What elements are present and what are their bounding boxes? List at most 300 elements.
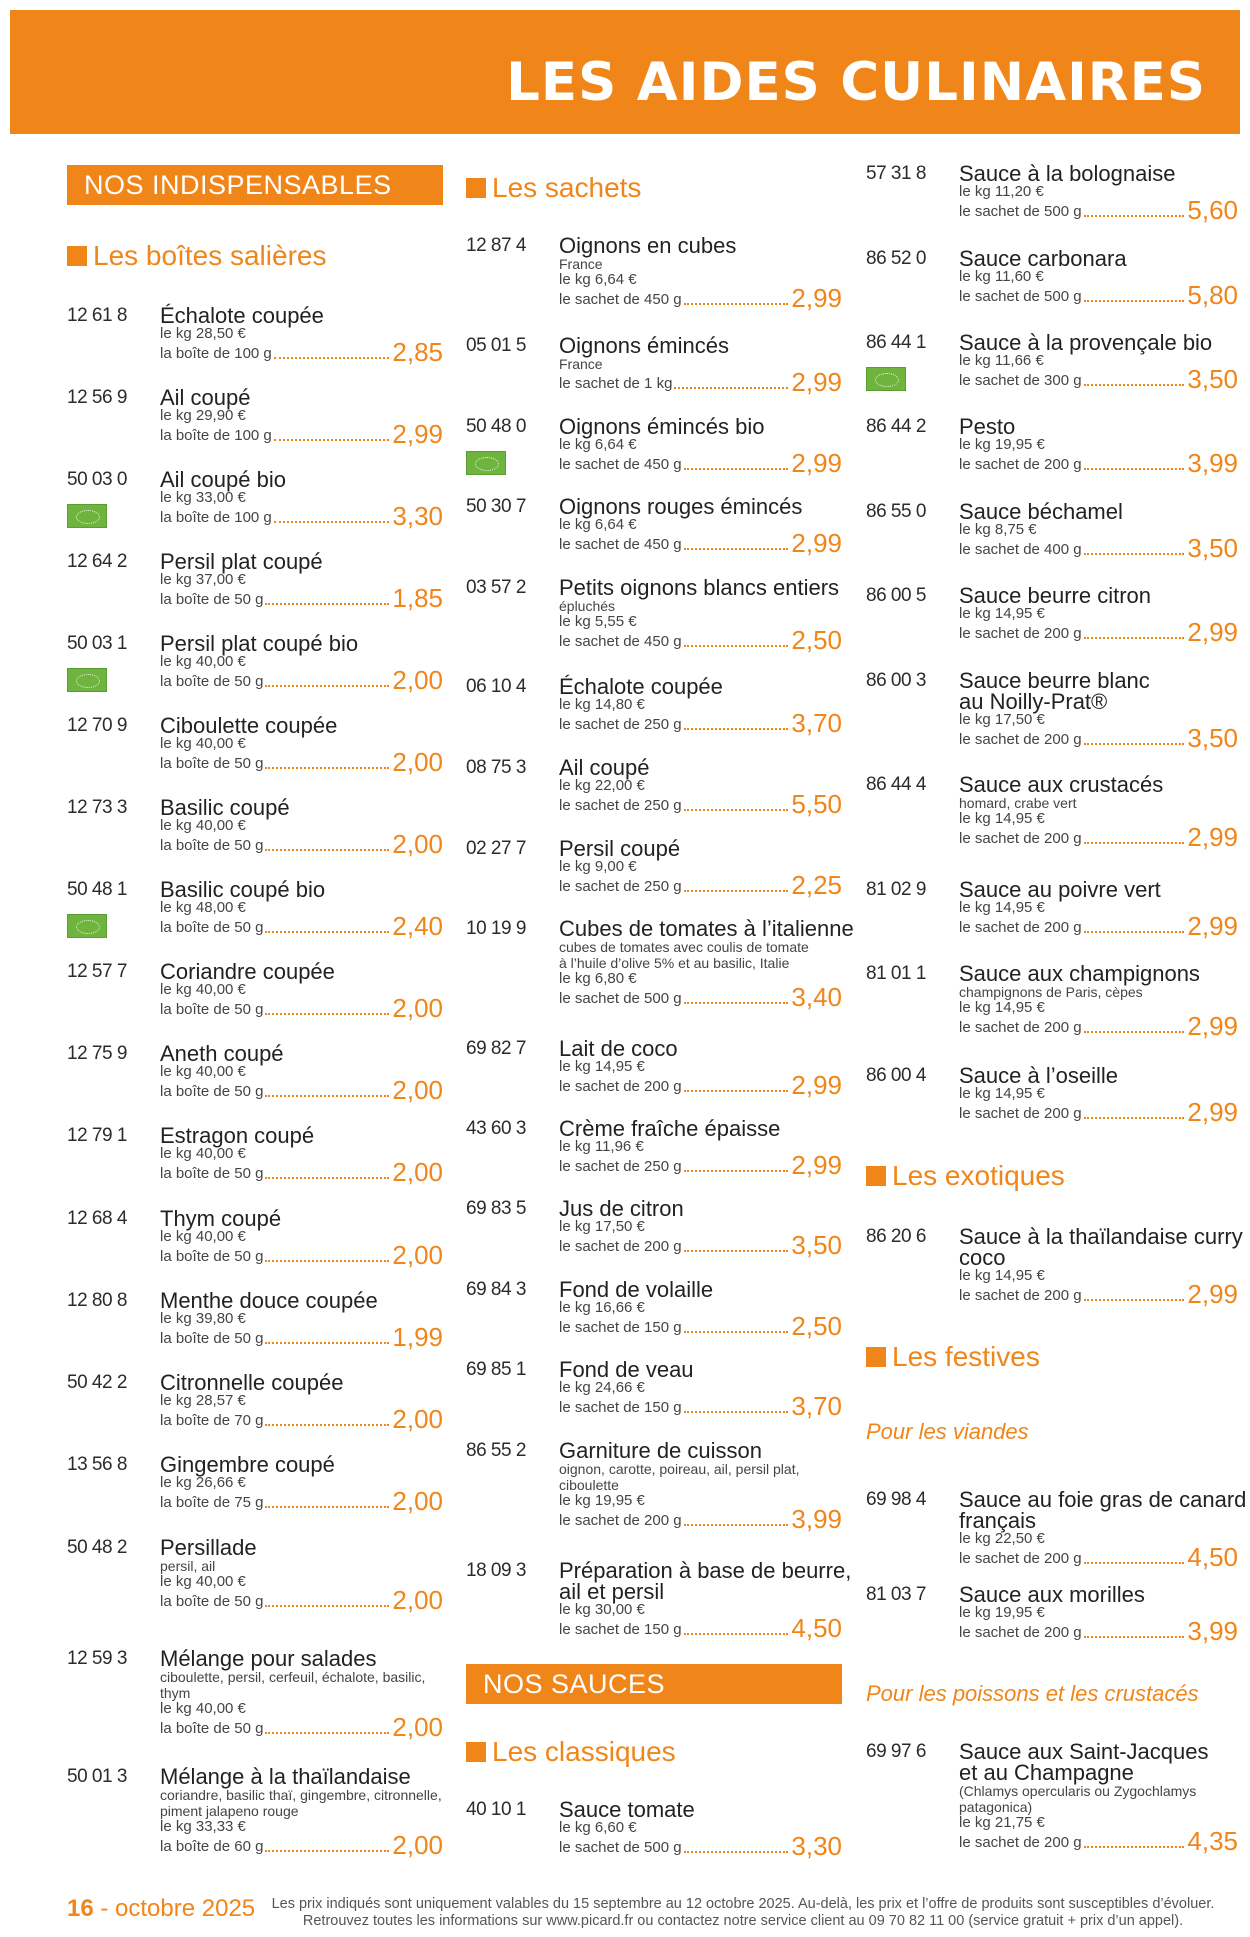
product-price: 3,99 <box>791 1504 842 1534</box>
product-price: 3,50 <box>1187 723 1238 753</box>
product-description: (Chlamys opercularis ou Zygochlamys <box>959 1783 1197 1799</box>
pack-price-line <box>160 583 443 613</box>
product-description: homard, crabe vert <box>959 795 1077 811</box>
product-price: 2,25 <box>791 870 842 900</box>
product-description: persil, ail <box>160 1558 216 1574</box>
product-details <box>160 1288 443 1352</box>
product-code: 12 79 1 <box>67 1125 127 1146</box>
leader-dots <box>684 890 789 892</box>
pack-price-line <box>559 1831 842 1861</box>
product-code: 06 10 4 <box>466 676 526 697</box>
pack-size: la boîte de 50 g <box>160 1083 264 1100</box>
product-details <box>559 1558 852 1643</box>
product-name: Sauce à la thaïlandaise curry <box>959 1224 1243 1249</box>
pack-size: le sachet de 200 g <box>959 1624 1082 1641</box>
product-code: 13 56 8 <box>67 1454 127 1475</box>
product-price: 2,99 <box>791 283 842 313</box>
product-name: Sauce à la bolognaise <box>959 161 1176 186</box>
page-footer-number: 16 - octobre 2025 <box>67 1895 256 1922</box>
product-details <box>959 246 1238 310</box>
product-description: ciboulette, persil, cerfeuil, échalote, basilic, <box>160 1669 426 1685</box>
product-details <box>959 1063 1238 1127</box>
product-code: 69 82 7 <box>466 1038 526 1059</box>
product-details <box>160 877 443 941</box>
price-per-kg: le kg 37,00 € <box>160 571 246 588</box>
square-bullet-icon <box>466 1742 486 1762</box>
product-code: 86 44 1 <box>866 332 926 353</box>
product-price: 2,00 <box>392 1585 443 1615</box>
product-code: 50 42 2 <box>67 1372 127 1393</box>
price-per-kg: le kg 19,95 € <box>959 436 1045 453</box>
product-price: 2,00 <box>392 665 443 695</box>
product-price: 5,80 <box>1187 280 1238 310</box>
pack-size: le sachet de 200 g <box>559 1238 682 1255</box>
product-price: 3,50 <box>1187 364 1238 394</box>
product-name: Persillade <box>160 1535 257 1560</box>
leader-dots <box>274 357 390 359</box>
product-description: à l’huile d’olive 5% et au basilic, Italie <box>559 955 790 971</box>
title-banner <box>10 10 1240 134</box>
price-per-kg: le kg 40,00 € <box>160 653 246 670</box>
leader-dots <box>265 1850 389 1852</box>
pack-price-line <box>160 1712 443 1742</box>
product-name: Échalote coupée <box>160 303 324 328</box>
price-per-kg: le kg 14,95 € <box>959 899 1045 916</box>
product-name: Oignons émincés <box>559 333 729 358</box>
leader-dots <box>274 521 390 523</box>
pack-price-line <box>160 419 443 449</box>
product-price: 2,99 <box>1187 911 1238 941</box>
product-price: 2,99 <box>1187 1279 1238 1309</box>
product-description: coriandre, basilic thaï, gingembre, citronnelle, <box>160 1787 442 1803</box>
product-price: 2,50 <box>791 625 842 655</box>
organic-leaf-icon <box>466 451 506 475</box>
product-name: Pesto <box>959 414 1016 439</box>
product-details <box>559 1196 842 1260</box>
product-details <box>959 499 1238 563</box>
product-price: 3,50 <box>791 1230 842 1260</box>
product-price: 3,70 <box>791 1391 842 1421</box>
pack-price-line <box>559 1391 842 1421</box>
price-per-kg: le kg 28,57 € <box>160 1392 246 1409</box>
leader-dots <box>684 1250 789 1252</box>
product-code: 50 48 2 <box>67 1537 127 1558</box>
product-code: 10 19 9 <box>466 918 526 939</box>
organic-leaf-icon <box>67 504 107 528</box>
leader-dots <box>684 1411 789 1413</box>
leader-dots <box>1084 1846 1185 1848</box>
leader-dots <box>1084 1562 1185 1564</box>
product-code: 86 52 0 <box>866 248 926 269</box>
pack-size: la boîte de 50 g <box>160 1248 264 1265</box>
leader-dots <box>1084 1031 1185 1033</box>
product-price: 2,00 <box>392 1404 443 1434</box>
product-description: épluchés <box>559 598 616 614</box>
product-code: 86 44 4 <box>866 774 926 795</box>
leader-dots <box>684 1851 789 1853</box>
pack-size: la boîte de 50 g <box>160 1330 264 1347</box>
product-details <box>959 1739 1238 1856</box>
leader-dots <box>265 767 389 769</box>
product-code: 12 56 9 <box>67 387 127 408</box>
product-name: Coriandre coupée <box>160 959 335 984</box>
square-bullet-icon <box>866 1166 886 1186</box>
pack-size: le sachet de 150 g <box>559 1319 682 1336</box>
product-details <box>959 1487 1247 1572</box>
pack-price-line <box>160 337 443 367</box>
product-code: 86 55 0 <box>866 501 926 522</box>
product-price: 2,99 <box>1187 617 1238 647</box>
pack-size: la boîte de 50 g <box>160 837 264 854</box>
price-validity-note: Les prix indiqués sont uniquement valables du 15 septembre au 12 octobre 2025. Au-delà, les prix et l’offre de produits sont susceptibles d’évoluer. Retrouvez toutes les informations sur www.picard.fr ou contactez notre service client au 09 70 82 11 00 (service gratuit + prix d’un appel). <box>271 1896 1215 1929</box>
price-per-kg: le kg 14,95 € <box>959 810 1045 827</box>
leader-dots <box>1084 1636 1185 1638</box>
leader-dots <box>684 645 789 647</box>
price-per-kg: le kg 11,96 € <box>559 1138 644 1155</box>
pack-size: la boîte de 100 g <box>160 345 272 362</box>
pack-size: le sachet de 500 g <box>559 1839 682 1856</box>
product-details <box>160 1646 443 1742</box>
product-details <box>959 583 1238 647</box>
pack-price-line <box>160 1486 443 1516</box>
product-code: 12 57 7 <box>67 961 127 982</box>
product-price: 2,00 <box>392 993 443 1023</box>
product-code: 12 87 4 <box>466 235 526 256</box>
product-details <box>559 674 842 738</box>
pack-size: le sachet de 200 g <box>959 1287 1082 1304</box>
pack-price-line <box>959 822 1238 852</box>
product-code: 81 02 9 <box>866 879 926 900</box>
product-details <box>559 836 842 900</box>
price-per-kg: le kg 26,66 € <box>160 1474 246 1491</box>
pack-size: le sachet de 450 g <box>559 456 682 473</box>
leader-dots <box>1084 1299 1185 1301</box>
leader-dots <box>1084 1117 1185 1119</box>
product-price: 2,00 <box>392 747 443 777</box>
product-details <box>559 414 842 478</box>
pack-size: le sachet de 450 g <box>559 536 682 553</box>
pack-size: la boîte de 50 g <box>160 1593 264 1610</box>
pack-size: la boîte de 50 g <box>160 673 264 690</box>
category-heading-boites: Les boîtes salières <box>67 240 326 272</box>
pack-size: la boîte de 100 g <box>160 427 272 444</box>
product-name: Sauce tomate <box>559 1797 695 1822</box>
category-heading-exotiques: Les exotiques <box>866 1160 1065 1192</box>
product-details <box>160 549 443 613</box>
leader-dots <box>265 603 389 605</box>
price-per-kg: le kg 19,95 € <box>959 1604 1045 1621</box>
pack-size: le sachet de 200 g <box>959 1105 1082 1122</box>
product-name: Crème fraîche épaisse <box>559 1116 781 1141</box>
price-per-kg: le kg 48,00 € <box>160 899 246 916</box>
pack-price-line <box>160 747 443 777</box>
product-name: Persil coupé <box>559 836 681 861</box>
price-per-kg: le kg 40,00 € <box>160 1145 246 1162</box>
page-title: LES AIDES CULINAIRES <box>506 52 1206 113</box>
product-price: 5,50 <box>791 789 842 819</box>
product-code: 86 00 4 <box>866 1065 926 1086</box>
pack-price-line <box>959 364 1238 394</box>
price-per-kg: le kg 17,50 € <box>959 711 1045 728</box>
product-price: 2,99 <box>791 1070 842 1100</box>
price-per-kg: le kg 14,95 € <box>959 1085 1045 1102</box>
product-price: 2,00 <box>392 1157 443 1187</box>
subheading-poissons: Pour les poissons et les crustacés <box>866 1681 1199 1706</box>
price-per-kg: le kg 6,64 € <box>559 516 637 533</box>
product-name: Sauce béchamel <box>959 499 1123 524</box>
product-price: 2,99 <box>791 367 842 397</box>
product-price: 2,85 <box>392 337 443 367</box>
product-price: 4,50 <box>1187 1542 1238 1572</box>
product-name: Ail coupé <box>160 385 251 410</box>
product-details <box>160 385 443 449</box>
leader-dots <box>265 1013 389 1015</box>
leader-dots <box>1084 743 1185 745</box>
product-name: Garniture de cuisson <box>559 1438 762 1463</box>
pack-price-line <box>160 1404 443 1434</box>
product-name: Ail coupé bio <box>160 467 286 492</box>
pack-price-line <box>959 617 1238 647</box>
pack-price-line <box>559 1230 842 1260</box>
price-per-kg: le kg 14,95 € <box>959 999 1045 1016</box>
leader-dots <box>684 728 789 730</box>
price-per-kg: le kg 6,80 € <box>559 970 637 987</box>
product-name: Sauce aux Saint-Jacques <box>959 1739 1209 1764</box>
pack-price-line <box>160 829 443 859</box>
pack-price-line <box>160 665 443 695</box>
organic-leaf-icon <box>67 668 107 692</box>
product-details <box>160 959 443 1023</box>
product-name-line2: au Noilly-Prat® <box>959 689 1108 714</box>
pack-size: le sachet de 200 g <box>959 625 1082 642</box>
leader-dots <box>684 468 789 470</box>
product-code: 05 01 5 <box>466 335 526 356</box>
pack-price-line <box>559 367 842 397</box>
product-code: 50 03 1 <box>67 633 127 654</box>
product-price: 3,40 <box>791 982 842 1012</box>
product-name: Cubes de tomates à l’italienne <box>559 916 854 941</box>
pack-size: la boîte de 75 g <box>160 1494 264 1511</box>
product-name: Sauce beurre citron <box>959 583 1151 608</box>
pack-size: le sachet de 250 g <box>559 716 682 733</box>
product-description: cubes de tomates avec coulis de tomate <box>559 939 809 955</box>
product-name: Sauce aux champignons <box>959 961 1200 986</box>
price-per-kg: le kg 17,50 € <box>559 1218 645 1235</box>
leader-dots <box>265 931 389 933</box>
leader-dots <box>265 849 389 851</box>
square-bullet-icon <box>866 1347 886 1367</box>
pack-size: la boîte de 50 g <box>160 755 264 772</box>
pack-price-line <box>559 1613 842 1643</box>
pack-size: le sachet de 200 g <box>959 830 1082 847</box>
pack-price-line <box>959 1097 1238 1127</box>
price-per-kg: le kg 28,50 € <box>160 325 246 342</box>
product-name-line2: et au Champagne <box>959 1760 1134 1785</box>
product-name: Sauce beurre blanc <box>959 668 1150 693</box>
price-per-kg: le kg 22,50 € <box>959 1530 1045 1547</box>
product-price: 3,99 <box>1187 448 1238 478</box>
product-details <box>559 494 842 558</box>
product-name: Gingembre coupé <box>160 1452 335 1477</box>
section-header-indispensables: NOS INDISPENSABLES <box>67 165 443 205</box>
leader-dots <box>274 439 390 441</box>
product-details <box>559 1797 842 1861</box>
pack-size: la boîte de 50 g <box>160 1720 264 1737</box>
pack-price-line <box>959 723 1238 753</box>
product-name-line2: français <box>959 1508 1037 1533</box>
pack-price-line <box>959 448 1238 478</box>
product-name: Sauce au foie gras de canard <box>959 1487 1247 1512</box>
leader-dots <box>265 1506 389 1508</box>
product-details <box>959 414 1238 478</box>
product-code: 69 84 3 <box>466 1279 526 1300</box>
product-details <box>160 631 443 695</box>
section-header-sauces: NOS SAUCES <box>466 1664 842 1704</box>
product-code: 86 00 5 <box>866 585 926 606</box>
leader-dots <box>684 1002 789 1004</box>
product-code: 43 60 3 <box>466 1118 526 1139</box>
product-code: 12 70 9 <box>67 715 127 736</box>
price-per-kg: le kg 14,95 € <box>959 1267 1045 1284</box>
product-name: Fond de veau <box>559 1357 694 1382</box>
product-price: 4,35 <box>1187 1826 1238 1856</box>
product-price: 2,99 <box>1187 1097 1238 1127</box>
product-details <box>559 1277 842 1341</box>
pack-price-line <box>559 708 842 738</box>
pack-price-line <box>959 911 1238 941</box>
price-per-kg: le kg 14,95 € <box>559 1058 645 1075</box>
pack-price-line <box>160 1157 443 1187</box>
leader-dots <box>265 1732 389 1734</box>
product-name: Menthe douce coupée <box>160 1288 378 1313</box>
pack-size: le sachet de 150 g <box>559 1399 682 1416</box>
pack-size: le sachet de 200 g <box>959 1019 1082 1036</box>
pack-price-line <box>559 528 842 558</box>
pack-size: la boîte de 50 g <box>160 1165 264 1182</box>
product-code: 69 85 1 <box>466 1359 526 1380</box>
product-description: champignons de Paris, cèpes <box>959 984 1143 1000</box>
product-code: 50 48 0 <box>466 416 526 437</box>
product-code: 50 48 1 <box>67 879 127 900</box>
product-details <box>160 713 443 777</box>
leader-dots <box>684 1170 789 1172</box>
product-price: 4,50 <box>791 1613 842 1643</box>
pack-size: la boîte de 100 g <box>160 509 272 526</box>
product-details <box>559 575 842 655</box>
pack-price-line <box>160 1830 443 1860</box>
product-code: 12 68 4 <box>67 1208 127 1229</box>
pack-price-line <box>160 1240 443 1270</box>
leader-dots <box>265 1605 389 1607</box>
pack-size: la boîte de 50 g <box>160 919 264 936</box>
pack-price-line <box>959 280 1238 310</box>
organic-leaf-icon <box>67 914 107 938</box>
price-per-kg: le kg 22,00 € <box>559 777 645 794</box>
product-price: 2,00 <box>392 1075 443 1105</box>
product-name: Estragon coupé <box>160 1123 315 1148</box>
pack-size: le sachet de 500 g <box>959 288 1082 305</box>
leader-dots <box>1084 637 1185 639</box>
price-per-kg: le kg 40,00 € <box>160 1228 246 1245</box>
product-details <box>160 303 443 367</box>
product-code: 69 83 5 <box>466 1198 526 1219</box>
pack-size: le sachet de 250 g <box>559 1158 682 1175</box>
product-name: Petits oignons blancs entiers <box>559 575 840 600</box>
pack-price-line <box>559 625 842 655</box>
leader-dots <box>1084 468 1185 470</box>
price-per-kg: le kg 8,75 € <box>959 521 1037 538</box>
leader-dots <box>1084 931 1185 933</box>
product-code: 81 03 7 <box>866 1584 926 1605</box>
leader-dots <box>684 1090 789 1092</box>
product-details <box>959 330 1238 394</box>
product-details <box>959 161 1238 225</box>
product-name: Sauce à l’oseille <box>959 1063 1118 1088</box>
product-details <box>559 1438 842 1534</box>
product-price: 2,50 <box>791 1311 842 1341</box>
pack-size: le sachet de 200 g <box>959 456 1082 473</box>
product-name: Aneth coupé <box>160 1041 284 1066</box>
leader-dots <box>265 1177 389 1179</box>
product-price: 2,99 <box>1187 1011 1238 1041</box>
product-code: 50 03 0 <box>67 469 127 490</box>
pack-size: le sachet de 200 g <box>959 1550 1082 1567</box>
product-price: 2,99 <box>791 1150 842 1180</box>
product-description: patagonica) <box>959 1799 1033 1815</box>
square-bullet-icon <box>67 246 87 266</box>
product-description: thym <box>160 1685 191 1701</box>
product-code: 03 57 2 <box>466 577 526 598</box>
pack-size: le sachet de 300 g <box>959 372 1082 389</box>
product-code: 86 55 2 <box>466 1440 526 1461</box>
leader-dots <box>1084 842 1185 844</box>
leader-dots <box>684 809 789 811</box>
price-per-kg: le kg 40,00 € <box>160 735 246 752</box>
product-name: Préparation à base de beurre, <box>559 1558 852 1583</box>
category-heading-festives: Les festives <box>866 1341 1040 1373</box>
price-per-kg: le kg 5,55 € <box>559 613 637 630</box>
product-price: 3,30 <box>791 1831 842 1861</box>
product-price: 2,00 <box>392 1712 443 1742</box>
pack-price-line <box>559 1070 842 1100</box>
price-per-kg: le kg 11,20 € <box>959 183 1044 200</box>
product-code: 50 01 3 <box>67 1766 127 1787</box>
pack-size: la boîte de 50 g <box>160 1001 264 1018</box>
product-code: 50 30 7 <box>466 496 526 517</box>
product-details <box>559 333 842 397</box>
product-name: Lait de coco <box>559 1036 678 1061</box>
product-price: 2,00 <box>392 829 443 859</box>
product-details <box>959 772 1238 852</box>
pack-size: le sachet de 150 g <box>559 1621 682 1638</box>
price-per-kg: le kg 33,00 € <box>160 489 246 506</box>
pack-size: le sachet de 200 g <box>559 1078 682 1095</box>
product-details <box>160 795 443 859</box>
product-price: 2,40 <box>392 911 443 941</box>
product-name: Citronnelle coupée <box>160 1370 344 1395</box>
leader-dots <box>684 1524 789 1526</box>
pack-size: le sachet de 200 g <box>959 919 1082 936</box>
product-details <box>160 1206 443 1270</box>
price-per-kg: le kg 6,64 € <box>559 271 637 288</box>
leader-dots <box>684 1633 789 1635</box>
product-details <box>559 233 842 313</box>
product-name: Oignons rouges émincés <box>559 494 803 519</box>
product-name: Sauce aux morilles <box>959 1582 1145 1607</box>
pack-price-line <box>559 1150 842 1180</box>
pack-size: le sachet de 200 g <box>559 1512 682 1529</box>
pack-size: le sachet de 200 g <box>959 1834 1082 1851</box>
